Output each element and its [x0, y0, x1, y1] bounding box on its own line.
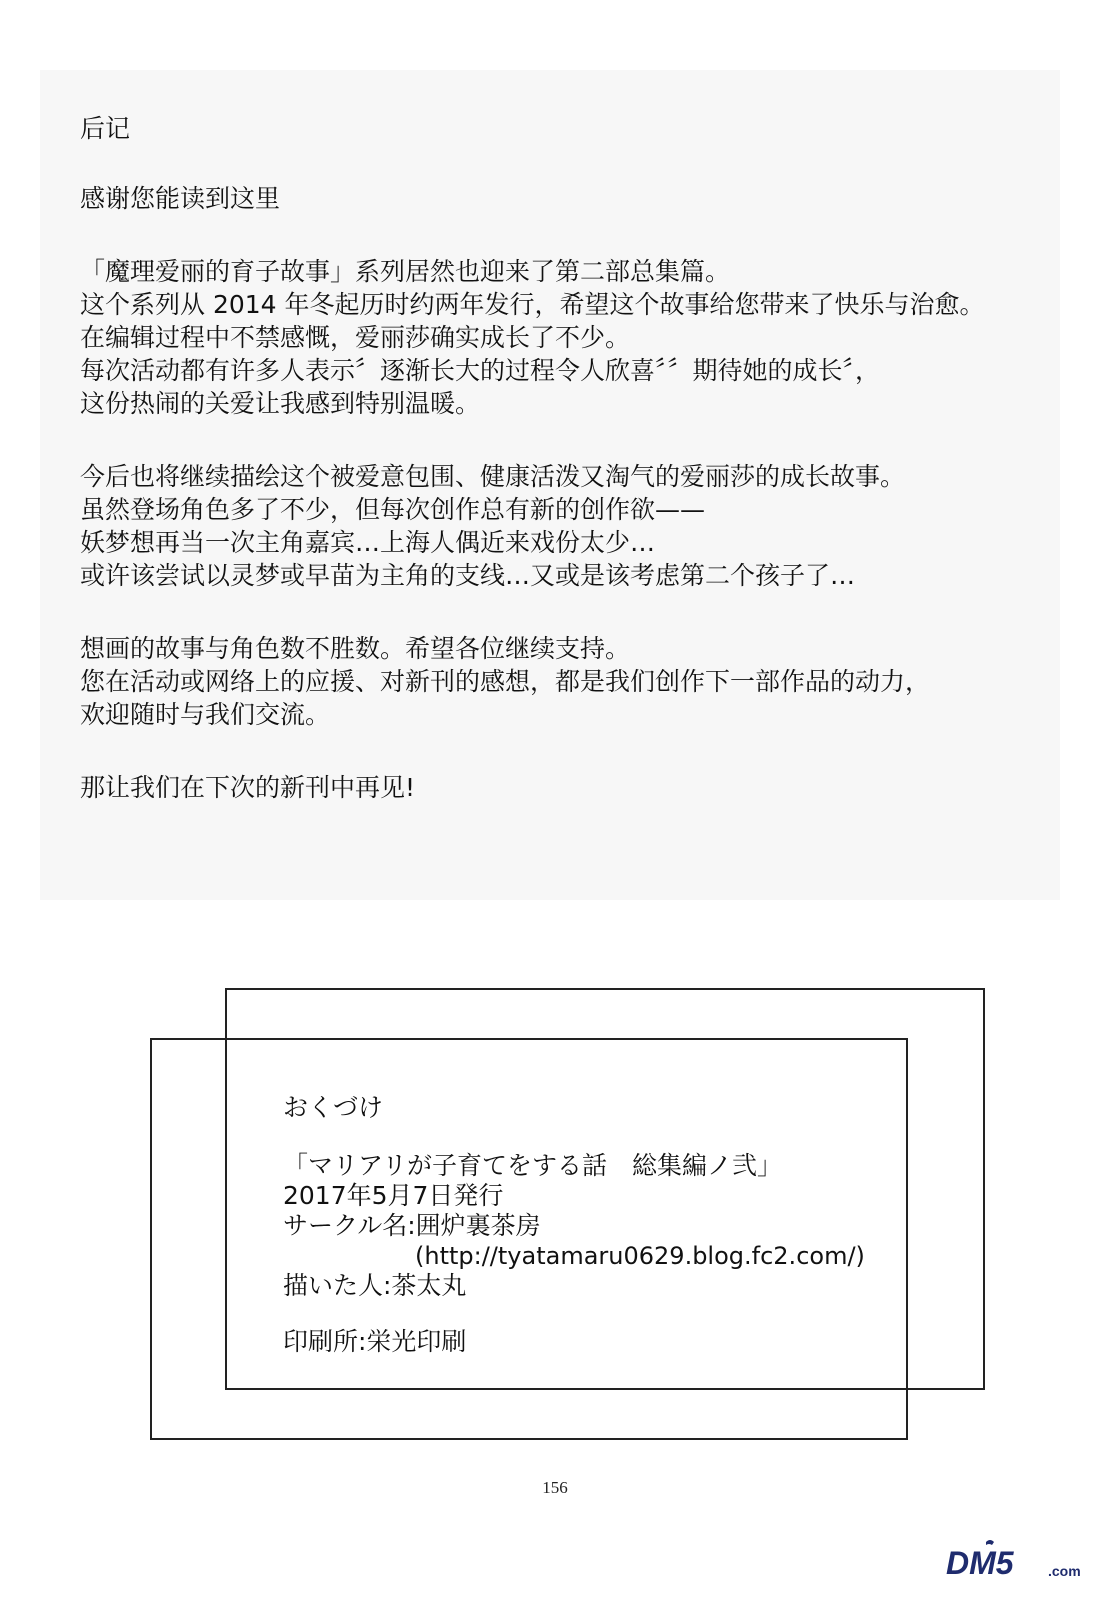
afterword-line: 或许该尝试以灵梦或早苗为主角的支线…又或是该考虑第二个孩子了… [80, 561, 856, 590]
afterword-line: 在编辑过程中不禁感慨，爱丽莎确实成长了不少。 [80, 323, 631, 352]
colophon-artist: 描いた人:茶太丸 [283, 1271, 467, 1300]
colophon-printer: 印刷所:栄光印刷 [283, 1327, 467, 1356]
afterword-line: 妖梦想再当一次主角嘉宾…上海人偶近来戏份太少… [80, 528, 656, 557]
page-number: 156 [542, 1478, 568, 1497]
colophon-issue-date: 2017年5月7日発行 [283, 1181, 504, 1210]
afterword-line: 感谢您能读到这里 [80, 184, 281, 213]
colophon-block [283, 1093, 903, 1357]
afterword-line: 「魔理爱丽的育子故事」系列居然也迎来了第二部总集篇。 [80, 257, 731, 286]
afterword-line: 这份热闹的关爱让我感到特别温暖。 [80, 389, 481, 418]
svg-text:.com: .com [1048, 1563, 1081, 1579]
afterword-heading: 后记 [80, 114, 131, 143]
afterword-section [80, 112, 1040, 804]
colophon-circle-name: サークル名:囲炉裏茶房 [283, 1211, 541, 1240]
afterword-line: 虽然登场角色多了不少，但每次创作总有新的创作欲—— [80, 495, 706, 524]
afterword-closing: 那让我们在下次的新刊中再见! [80, 773, 416, 802]
afterword-line: 每次活动都有许多人表示〞逐渐长大的过程令人欣喜〞〞期待她的成长〞， [80, 356, 881, 385]
dm5-watermark-logo [942, 1538, 1092, 1582]
afterword-line: 今后也将继续描绘这个被爱意包围、健康活泼又淘气的爱丽莎的成长故事。 [80, 462, 906, 491]
colophon-title: おくづけ [283, 1093, 384, 1122]
colophon-url: (http://tyatamaru0629.blog.fc2.com/) [415, 1242, 865, 1270]
afterword-line: 这个系列从 2014 年冬起历时约两年发行，希望这个故事给您带来了快乐与治愈。 [80, 290, 985, 319]
svg-text:DM5: DM5 [946, 1545, 1014, 1581]
colophon-book-title: 「マリアリが子育てをする話 総集編ノ弐」 [283, 1151, 783, 1180]
afterword-line: 您在活动或网络上的应援、对新刊的感想，都是我们创作下一部作品的动力， [80, 667, 931, 696]
afterword-line: 欢迎随时与我们交流。 [80, 700, 331, 729]
afterword-line: 想画的故事与角色数不胜数。希望各位继续支持。 [80, 634, 631, 663]
